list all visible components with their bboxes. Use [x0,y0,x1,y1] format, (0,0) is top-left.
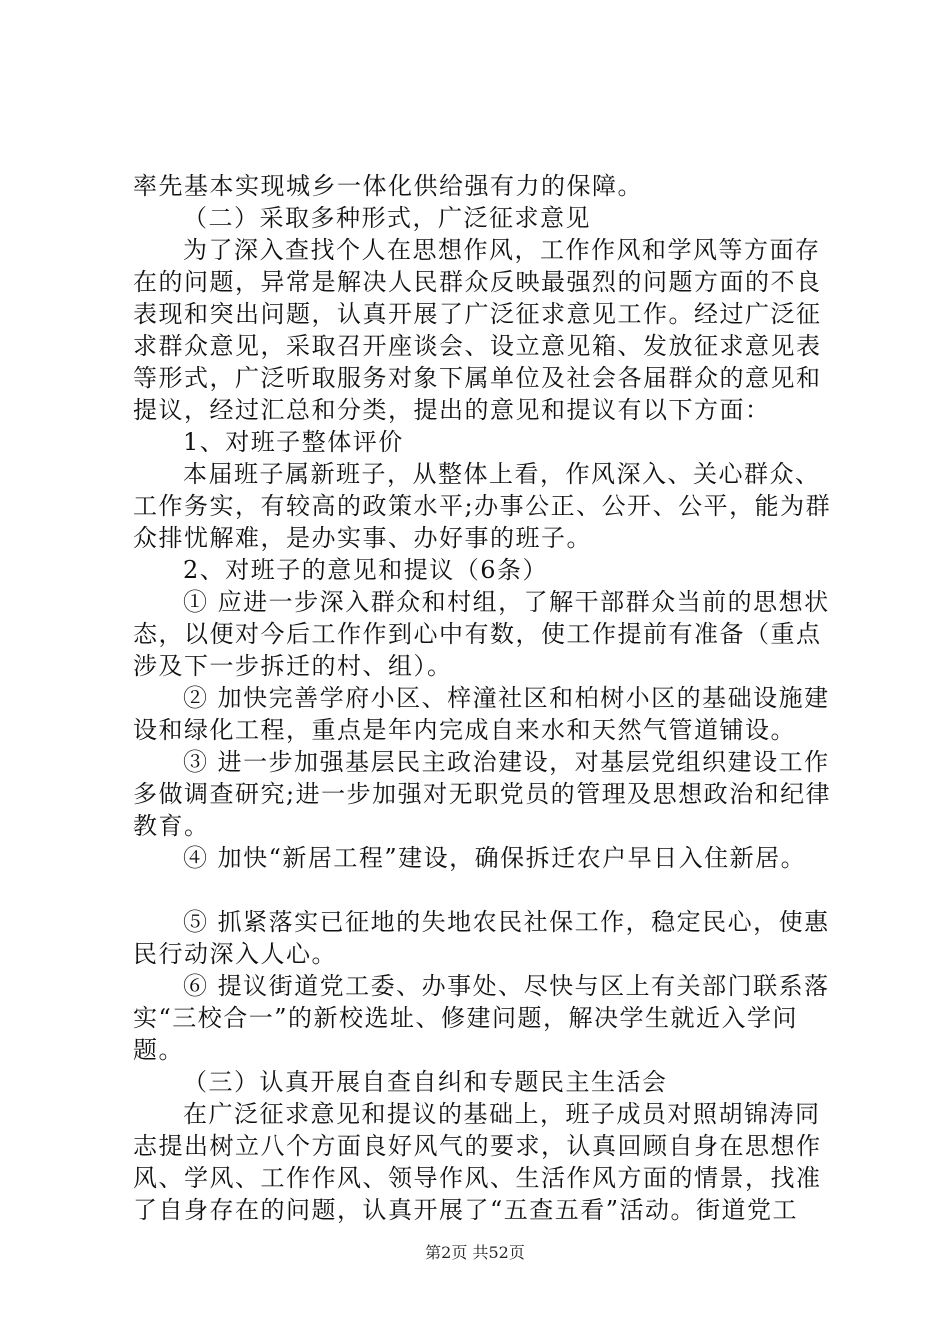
list-item-line: ① 应进一步深入群众和村组，了解干部群众当前的思想状 [183,588,830,616]
list-item-line: 题。 [133,1036,184,1064]
paragraph-line: 志提出树立八个方面良好风气的要求，认真回顾自身在思想作 [133,1132,822,1160]
list-item-line: 设和绿化工程，重点是年内完成自来水和天然气管道铺设。 [133,716,796,744]
list-item-line: ③ 进一步加强基层民主政治建设，对基层党组织建设工作 [183,748,830,776]
section-heading: （三）认真开展自查自纠和专题民主生活会 [183,1068,668,1096]
paragraph-line: 求群众意见，采取召开座谈会、设立意见箱、发放征求意见表 [133,332,822,360]
list-item-line: ④ 加快“新居工程”建设，确保拆迁农户早日入住新居。 [183,844,807,872]
list-item-line: 态，以便对今后工作作到心中有数，使工作提前有准备（重点 [133,620,822,648]
paragraph-line: 在的问题，异常是解决人民群众反映最强烈的问题方面的不良 [133,268,822,296]
paragraph-line: 本届班子属新班子，从整体上看，作风深入、关心群众、 [183,460,821,488]
list-item-line: ② 加快完善学府小区、梓潼社区和柏树小区的基础设施建 [183,684,830,712]
list-item-line: 涉及下一步拆迁的村、组）。 [133,652,453,680]
paragraph-line: 众排忧解难，是办实事、办好事的班子。 [133,524,592,552]
list-item-line: 多做调查研究;进一步加强对无职党员的管理及思想政治和纪律 [133,780,832,808]
paragraph-line: 等形式，广泛听取服务对象下属单位及社会各届群众的意见和 [133,364,822,392]
page-footer [0,1243,950,1263]
page-number: 第2页 [425,1243,468,1262]
list-item-line: 教育。 [133,812,210,840]
paragraph-line: 了自身存在的问题，认真开展了“五查五看”活动。街道党工 [133,1196,799,1224]
list-item-line: 实“三校合一”的新校选址、修建问题，解决学生就近入学问 [133,1004,799,1032]
paragraph-line: 工作务实，有较高的政策水平;办事公正、公开、公平，能为群 [133,492,832,520]
subheading: 2、对班子的意见和提议（6条） [183,556,549,584]
page-total: 共52页 [472,1243,525,1262]
list-item-line: ⑥ 提议街道党工委、办事处、尽快与区上有关部门联系落 [183,972,830,1000]
paragraph-line: 提议，经过汇总和分类，提出的意见和提议有以下方面： [133,396,771,424]
subheading: 1、对班子整体评价 [183,428,404,456]
blank-line [133,874,833,906]
paragraph-line: 为了深入查找个人在思想作风，工作作风和学风等方面存 [183,236,821,264]
paragraph-line: 率先基本实现城乡一体化供给强有力的保障。 [133,172,643,200]
list-item-line: 民行动深入人心。 [133,940,337,968]
paragraph-line: 在广泛征求意见和提议的基础上，班子成员对照胡锦涛同 [183,1100,821,1128]
list-item-line: ⑤ 抓紧落实已征地的失地农民社保工作，稳定民心，使惠 [183,908,830,936]
paragraph-line: 表现和突出问题，认真开展了广泛征求意见工作。经过广泛征 [133,300,822,328]
section-heading: （二）采取多种形式，广泛征求意见 [183,204,591,232]
paragraph-line: 风、学风、工作作风、领导作风、生活作风方面的情景，找准 [133,1164,822,1192]
body-text [133,170,833,1226]
